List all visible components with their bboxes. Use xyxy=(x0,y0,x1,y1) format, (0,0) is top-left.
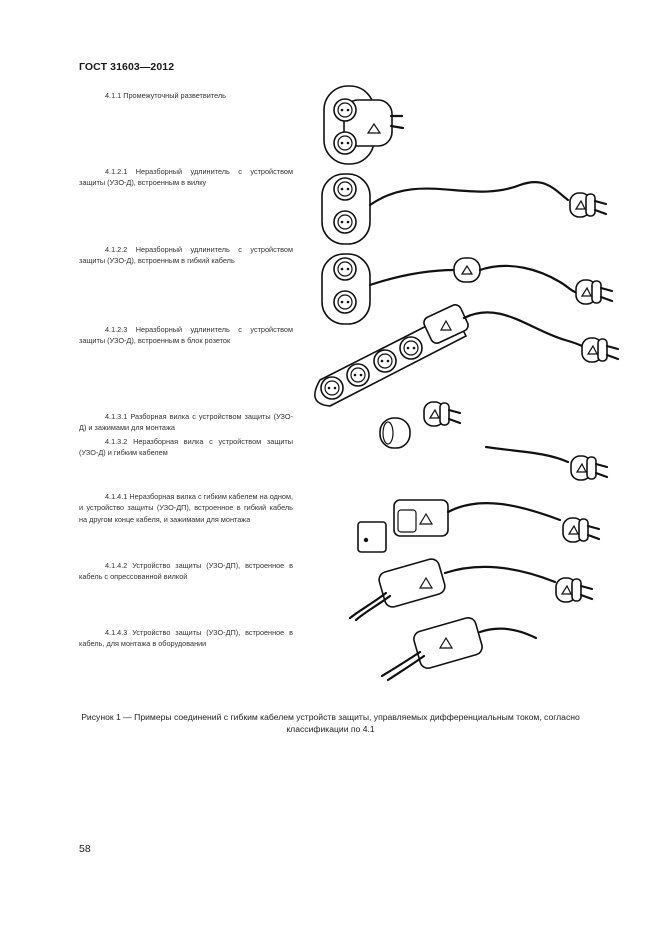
clause-4-1-2-3 xyxy=(79,324,293,347)
clause-4-1-4-3 xyxy=(79,627,293,650)
clause-text: 4.1.2.3 Неразборный удлинитель с устройством защиты (УЗО-Д), встроенным в блок розеток xyxy=(79,325,293,346)
rcd-in-cable-with-plug-illustration xyxy=(350,557,592,620)
rcd-in-cable-for-equipment-illustration xyxy=(382,616,536,680)
clause-4-1-4-1 xyxy=(79,491,293,525)
document-header: ГОСТ 31603—2012 xyxy=(79,61,175,73)
extension-rcd-in-plug-illustration xyxy=(322,174,606,244)
clause-4-1-4-2 xyxy=(79,560,293,583)
clause-text: 4.1.3.2 Неразборная вилка с устройством защиты (УЗО-Д) и гибким кабелем xyxy=(79,436,293,458)
clause-text: 4.1.4.3 Устройство защиты (УЗО-ДП), встроенное в кабель, для монтажа в оборудовании xyxy=(79,628,293,649)
clause-text: 4.1.2.2 Неразборный удлинитель с устройством защиты (УЗО-Д), встроенным в гибкий кабель xyxy=(79,245,293,266)
clause-text: 4.1.3.1 Разборная вилка с устройством защиты (УЗО-Д) и зажимами для монтажа xyxy=(79,412,293,433)
figure-caption: Рисунок 1 — Примеры соединений с гибким кабелем устройств защиты, управляемых дифференциальным током, согласно классификации по 4.1 xyxy=(81,712,580,734)
clause-4-1-2-1 xyxy=(79,166,293,189)
clause-4-1-1 xyxy=(79,90,293,101)
clause-text: 4.1.4.2 Устройство защиты (УЗО-ДП), встроенное в кабель с опрессованной вилкой xyxy=(79,561,293,582)
extension-rcd-in-cable-illustration xyxy=(322,254,612,324)
clause-text: 4.1.2.1 Неразборный удлинитель с устройством защиты (УЗО-Д), встроенным в вилку xyxy=(79,167,293,188)
adaptor-illustration xyxy=(324,86,403,164)
page-number: 58 xyxy=(79,843,91,855)
clause-4-1-3 xyxy=(79,411,293,459)
clause-4-1-2-2 xyxy=(79,244,293,267)
clause-text: 4.1.4.1 Неразборная вилка с гибким кабелем на одном, и устройство защиты (УЗО-ДП), встроенное в гибкий кабель на другом конце кабеля, и зажимами для монтажа xyxy=(79,492,293,524)
figure-1-illustrations xyxy=(300,82,630,682)
cord-set-with-rcd-module-illustration xyxy=(358,500,599,552)
plug-with-cable-illustration xyxy=(486,447,607,480)
rewireable-plug-illustration xyxy=(380,402,460,448)
clause-text: 4.1.1 Промежуточный разветвитель xyxy=(105,91,226,100)
